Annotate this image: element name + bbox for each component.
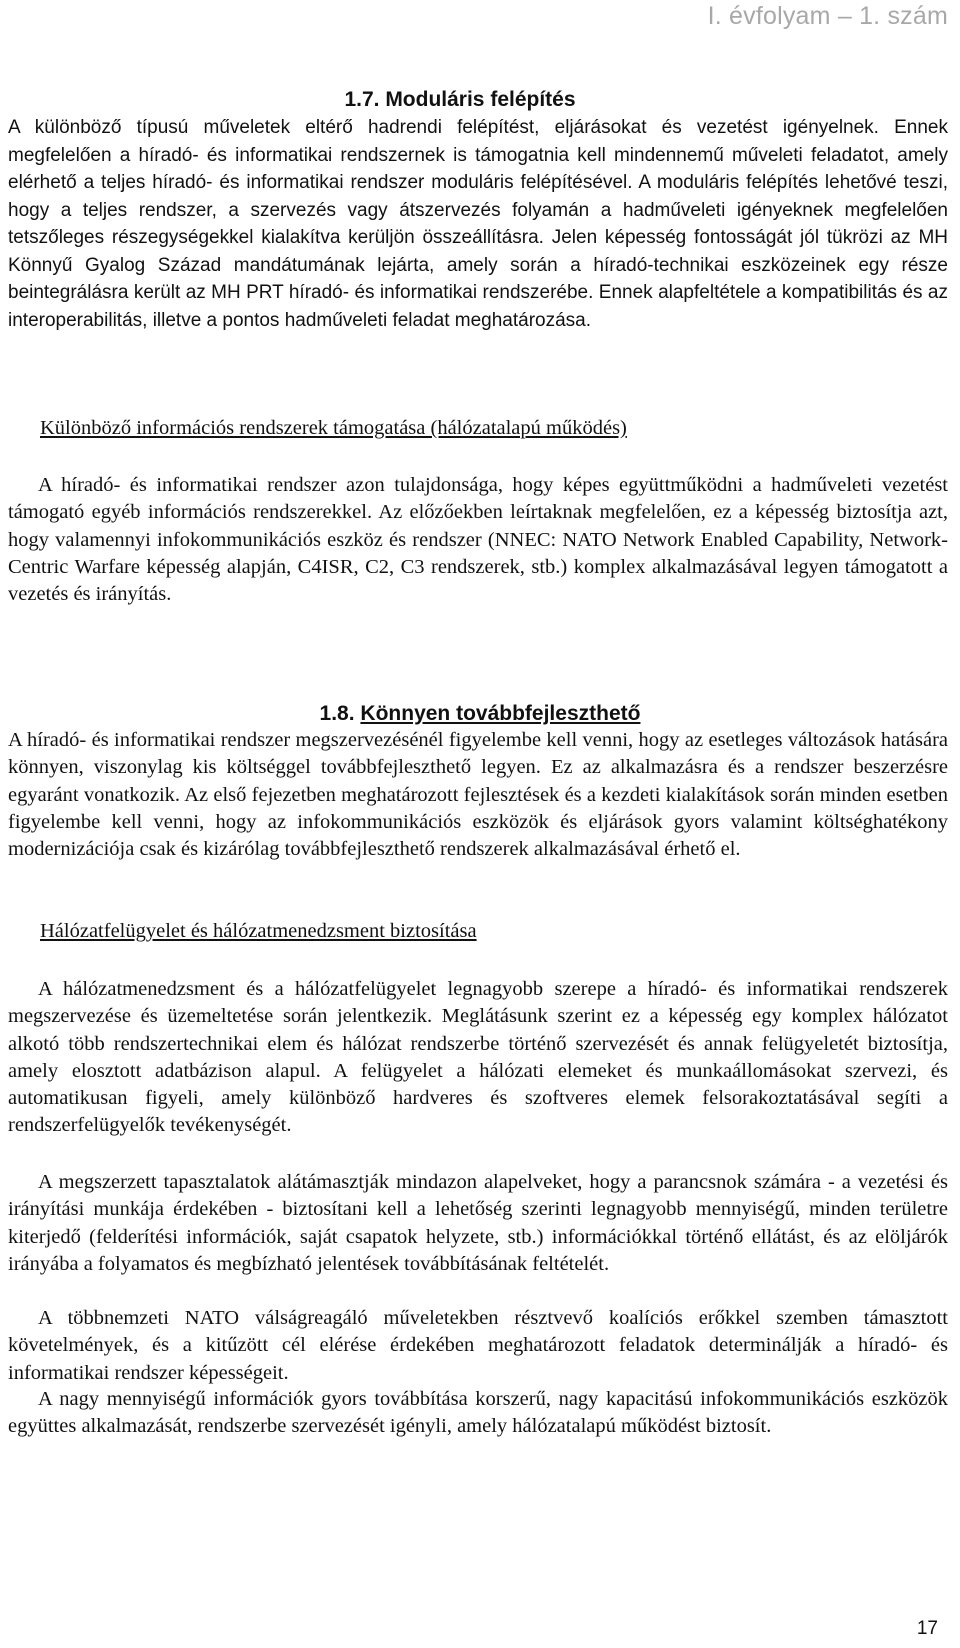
subheading-information-systems-support: Különböző információs rendszerek támogatása (hálózatalapú működés) bbox=[40, 417, 627, 439]
paragraph-easily-upgradeable: A híradó- és informatikai rendszer megszervezésénél figyelembe kell venni, hogy az esetleges változások hatására könnyen, viszonylag kis költséggel továbbfejleszthető legyen. Ez az alkalmazásra és a rendszer beszerzésre egyaránt vonatkozik. Az első fejezetben meghatározott fejlesztések és a kezdeti kialakítások során minden esetben figyelembe kell venni, hogy az infokommunikációs eszközök és eljárások gyors valamint költséghatékony modernizációja csak és kizárólag továbbfejleszthető rendszerek alkalmazásával érhető el. bbox=[8, 729, 948, 861]
paragraph-network-management-4: A nagy mennyiségű információk gyors továbbítása korszerű, nagy kapacitású infokommunikációs eszközök együttes alkalmazását, rendszerbe szervezését igényli, amely hálózatalapú működést biztosít. bbox=[8, 1388, 948, 1438]
section-title-1-7: 1.7. Moduláris felépítés bbox=[344, 88, 576, 111]
section-title-1-8 bbox=[0, 702, 960, 726]
paragraph-network-management-1: A hálózatmenedzsment és a hálózatfelügyelet legnagyobb szerepe a híradó- és informatikai rendszerek megszervezése és üzemeltetése során jelentkezik. Meglátásunk szerint ez a képesség egy komplex hálózatot alkotó több rendszertechnikai elem és hálózat rendszerbe történő szervezését és annak felügyeletét biztosítja, amely elosztott adatbázison alapul. A felügyelet a hálózati elemeket és munkaállomásokat szervezi, és automatikusan figyeli, amely különböző hardveres és szoftveres elemek felsorakoztatásával segíti a rendszerfelügyelők tevékenységét. bbox=[8, 978, 948, 1137]
page-number: 17 bbox=[916, 1618, 938, 1639]
paragraph-network-based-operation: A híradó- és informatikai rendszer azon tulajdonsága, hogy képes együttműködni a hadműveleti vezetést támogató egyéb információs rendszerekkel. Az előzőekben leírtaknak megfelelően, ez a képesség biztosítja azt, hogy valamennyi infokommunikációs eszköz és rendszer (NNEC: NATO Network Enabled Capability, Network-Centric Warfare képesség alapján, C4ISR, C2, C3 rendszerek, stb.) komplex alkalmazásával legyen támogatott a vezetés és irányítás. bbox=[8, 474, 948, 606]
journal-issue-header: I. évfolyam – 1. szám bbox=[707, 2, 948, 30]
paragraph-network-management-3: A többnemzeti NATO válságreagáló műveletekben résztvevő koalíciós erőkkel szemben támasztott követelmények, és a kitűzött cél elérése érdekében meghatározott feladatok determinálják a híradó- és informatikai rendszer képességeit. bbox=[8, 1307, 948, 1384]
section-number-1-8: 1.8. bbox=[319, 702, 355, 725]
paragraph-network-management-2: A megszerzett tapasztalatok alátámasztják mindazon alapelveket, hogy a parancsnok számára - a vezetési és irányítási munkája érdekében - biztosítani kell a lehetőség szerinti legnagyobb mennyiségű, minden területre kiterjedő (felderítési információk, saját csapatok helyzete, stb.) információkkal történő ellátást, és az elöljárók irányába a folyamatos és megbízható jelentések továbbításának feltételét. bbox=[8, 1171, 948, 1275]
paragraph-modular-structure: A különböző típusú műveletek eltérő hadrendi felépítést, eljárásokat és vezetést igényelnek. Ennek megfelelően a híradó- és informatikai rendszernek is támogatnia kell mindennemű műveleti feladatot, amely elérhető a teljes híradó- és informatikai rendszer moduláris felépítésével. A moduláris felépítés lehetővé teszi, hogy a teljes rendszer, a szervezés vagy átszervezés folyamán a hadműveleti igényeknek megfelelően tetszőleges részegységekkel kialakítva kerüljön összeállításra. Jelen képesség fontosságát jól tükrözi az MH Könnyű Gyalog Század mandátumának lejárta, amely során a híradó-technikai eszközeinek egy része beintegrálásra került az MH PRT híradó- és informatikai rendszerébe. Ennek alapfeltétele a kompatibilitás és az interoperabilitás, illetve a pontos hadműveleti feladat meghatározása. bbox=[8, 117, 948, 331]
section-heading-1-8: Könnyen továbbfejleszthető bbox=[360, 702, 641, 725]
subheading-network-management: Hálózatfelügyelet és hálózatmenedzsment biztosítása bbox=[40, 920, 477, 942]
